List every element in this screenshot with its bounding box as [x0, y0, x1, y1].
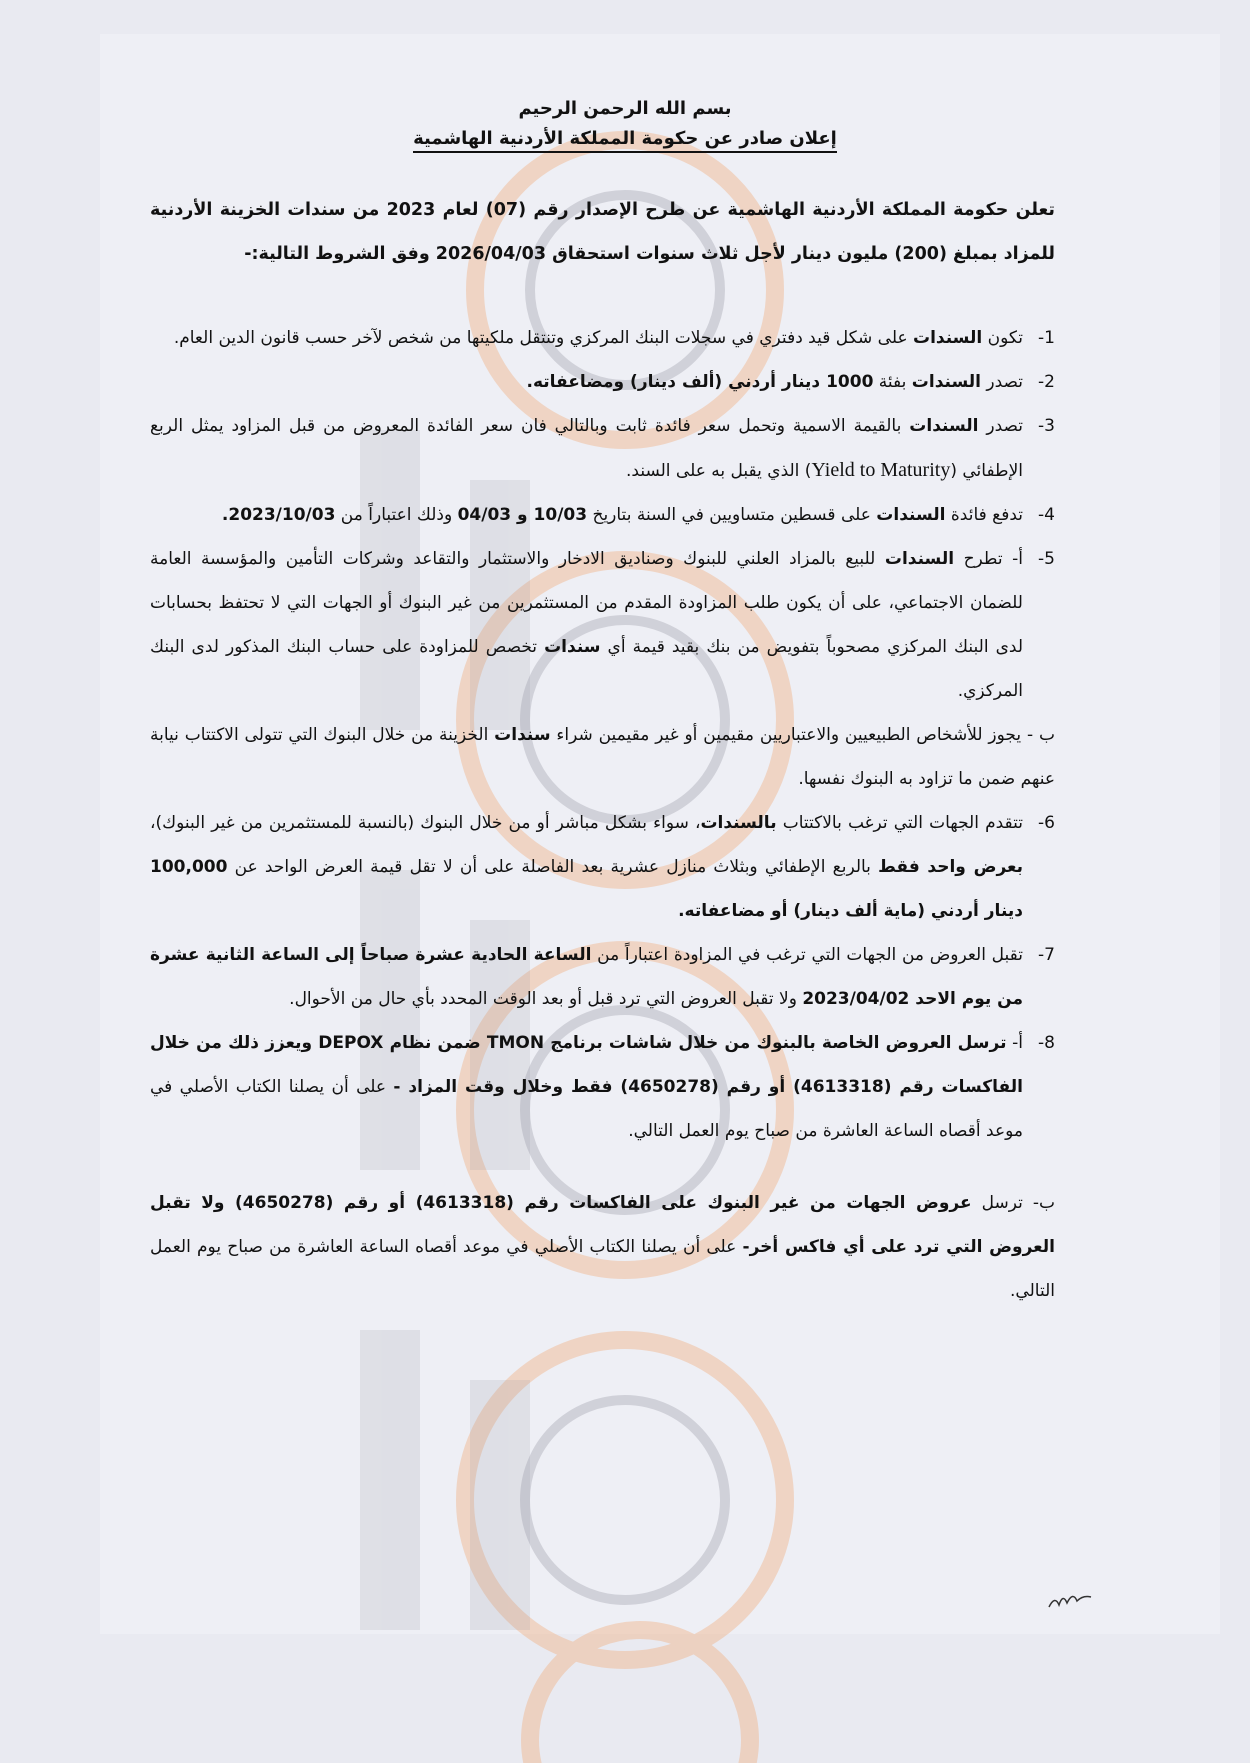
item-number: 3- [1038, 416, 1055, 436]
text-segment: على أن يصلنا الكتاب الأصلي في موعد أقصاه الساعة العاشرة من صباح يوم العمل التالي. [150, 1237, 1055, 1301]
bold-text: عروض الجهات من غير البنوك على الفاكسات رقم (4613318) أو رقم (4650278) ولا تقبل العروض التي ترد على أي فاكس أخر- [150, 1193, 1055, 1257]
text-segment: الخزينة من خلال البنوك التي تتولى الاكتتاب نيابة عنهم ضمن ما تزاود به البنوك نفسها. [150, 725, 1055, 789]
bold-text: 2023/10/03. [221, 505, 336, 525]
list-item [150, 801, 1055, 933]
bold-text: سندات [544, 637, 601, 657]
list-item [150, 493, 1055, 537]
bold-text: 1000 دينار أردني (ألف دينار) ومضاعفاته. [526, 372, 874, 392]
list-item [150, 537, 1055, 713]
list-item [150, 933, 1055, 1021]
text-segment: تصدر [980, 372, 1023, 392]
document-body [150, 188, 1055, 1313]
text-segment: ب- ترسل [971, 1193, 1056, 1213]
bold-text: سندات [494, 725, 551, 745]
list-item [150, 1181, 1055, 1313]
bold-text: السندات [909, 416, 979, 436]
bold-text: السندات [913, 328, 983, 348]
basmala: بسم الله الرحمن الرحيم [518, 98, 732, 119]
text-segment: تخصص للمزاودة على حساب البنك المذكور لدى البنك المركزي. [150, 637, 1023, 701]
bold-text: 10/03 و 04/03 [457, 505, 588, 525]
text-segment: تتقدم الجهات التي ترغب بالاكتتاب [776, 813, 1023, 833]
text-segment: أ- تطرح [954, 549, 1023, 569]
text-segment: للبيع بالمزاد العلني للبنوك وصناديق الادخار والاستثمار والتقاعد وشركات التأمين والمؤسسة العامة للضمان الاجتماعي، على أن يكون طلب المزاودة المقدم من المستثمرين من غير البنوك أو الجهات التي لا تحتفظ بحسابات لدى البنك المركزي مصحوباً بتفويض من بنك بقيد قيمة أي [150, 549, 1024, 657]
item-number: 4- [1038, 505, 1055, 525]
bold-text: السندات [884, 549, 955, 569]
text-segment: على أن يصلنا الكتاب الأصلي في موعد أقصاه الساعة العاشرة من صباح يوم العمل التالي. [150, 1077, 1023, 1141]
text-segment: بالقيمة الاسمية وتحمل سعر فائدة ثابت وبالتالي فان سعر الفائدة المعروض من قبل المزاود يمثل الربع الإطفائي ( [150, 416, 1023, 481]
item-number: 8- [1038, 1033, 1055, 1053]
text-segment: وذلك اعتباراً من [335, 505, 458, 525]
bold-text: بالسندات [700, 813, 777, 833]
text-segment: بفئة [873, 372, 912, 392]
item-number: 1- [1038, 328, 1055, 348]
text-segment: أ- [1006, 1033, 1023, 1053]
text-segment: تقبل العروض من الجهات التي ترغب في المزاودة اعتباراً من [591, 945, 1024, 965]
intro-paragraph: تعلن حكومة المملكة الأردنية الهاشمية عن طرح الإصدار رقم (07) لعام 2023 من سندات الخزينة الأردنية للمزاد بمبلغ (200) مليون دينار لأجل ثلاث سنوات استحقاق 2026/04/03 وفق الشروط التالية:- [150, 200, 1056, 264]
bold-text: السندات [911, 372, 981, 392]
bold-text: ترسل العروض الخاصة بالبنوك من خلال شاشات برنامج TMON ضمن نظام DEPOX ويعزز ذلك من خلال الفاكسات رقم (4613318) أو رقم (4650278) فقط وخلال وقت المزاد - [150, 1033, 1023, 1097]
list-item [150, 404, 1055, 493]
text-segment: ) الذي يقبل به على السند. [626, 461, 812, 481]
signature-initials [1045, 1585, 1095, 1615]
item-number: 7- [1038, 945, 1055, 965]
list-item [150, 1021, 1055, 1153]
bold-text: بعرض واحد فقط [878, 857, 1024, 877]
list-item [150, 316, 1055, 360]
text-segment: بالربع الإطفائي وبثلاث منازل عشرية بعد الفاصلة على أن لا تقل قيمة العرض الواحد عن [227, 857, 879, 877]
item-number: 2- [1038, 372, 1055, 392]
page-title-text: إعلان صادر عن حكومة المملكة الأردنية الهاشمية [413, 128, 837, 153]
list-item [150, 360, 1055, 404]
text-segment: على شكل قيد دفتري في سجلات البنك المركزي وتنتقل ملكيتها من شخص لآخر حسب قانون الدين العام. [173, 328, 914, 348]
text-segment: تصدر [978, 416, 1024, 436]
bold-text: 100,000 دينار أردني (ماية ألف دينار) أو مضاعفاته. [150, 857, 1023, 921]
text-segment: تدفع فائدة [945, 505, 1023, 525]
bold-text: السندات [876, 505, 946, 525]
bold-text: الساعة الحادية عشرة صباحاً إلى الساعة الثانية عشرة من يوم الاحد 2023/04/02 [150, 945, 1023, 1009]
page-title [0, 128, 1250, 149]
item-number: 6- [1038, 813, 1055, 833]
list-item [150, 713, 1055, 801]
text-segment: ، سواء بشكل مباشر أو من خلال البنوك (بالنسبة للمستثمرين من غير البنوك)، [150, 813, 701, 833]
text-segment: ب - يجوز للأشخاص الطبيعيين والاعتباريين مقيمين أو غير مقيمين شراء [550, 725, 1055, 745]
item-number: 5- [1038, 549, 1055, 569]
text-segment: ولا تقبل العروض التي ترد قبل أو بعد الوقت المحدد بأي حال من الأحوال. [289, 989, 803, 1009]
text-segment: على قسطين متساويين في السنة بتاريخ [587, 505, 877, 525]
text-segment: تكون [982, 328, 1023, 348]
text-segment: Yield to Maturity [811, 459, 951, 481]
